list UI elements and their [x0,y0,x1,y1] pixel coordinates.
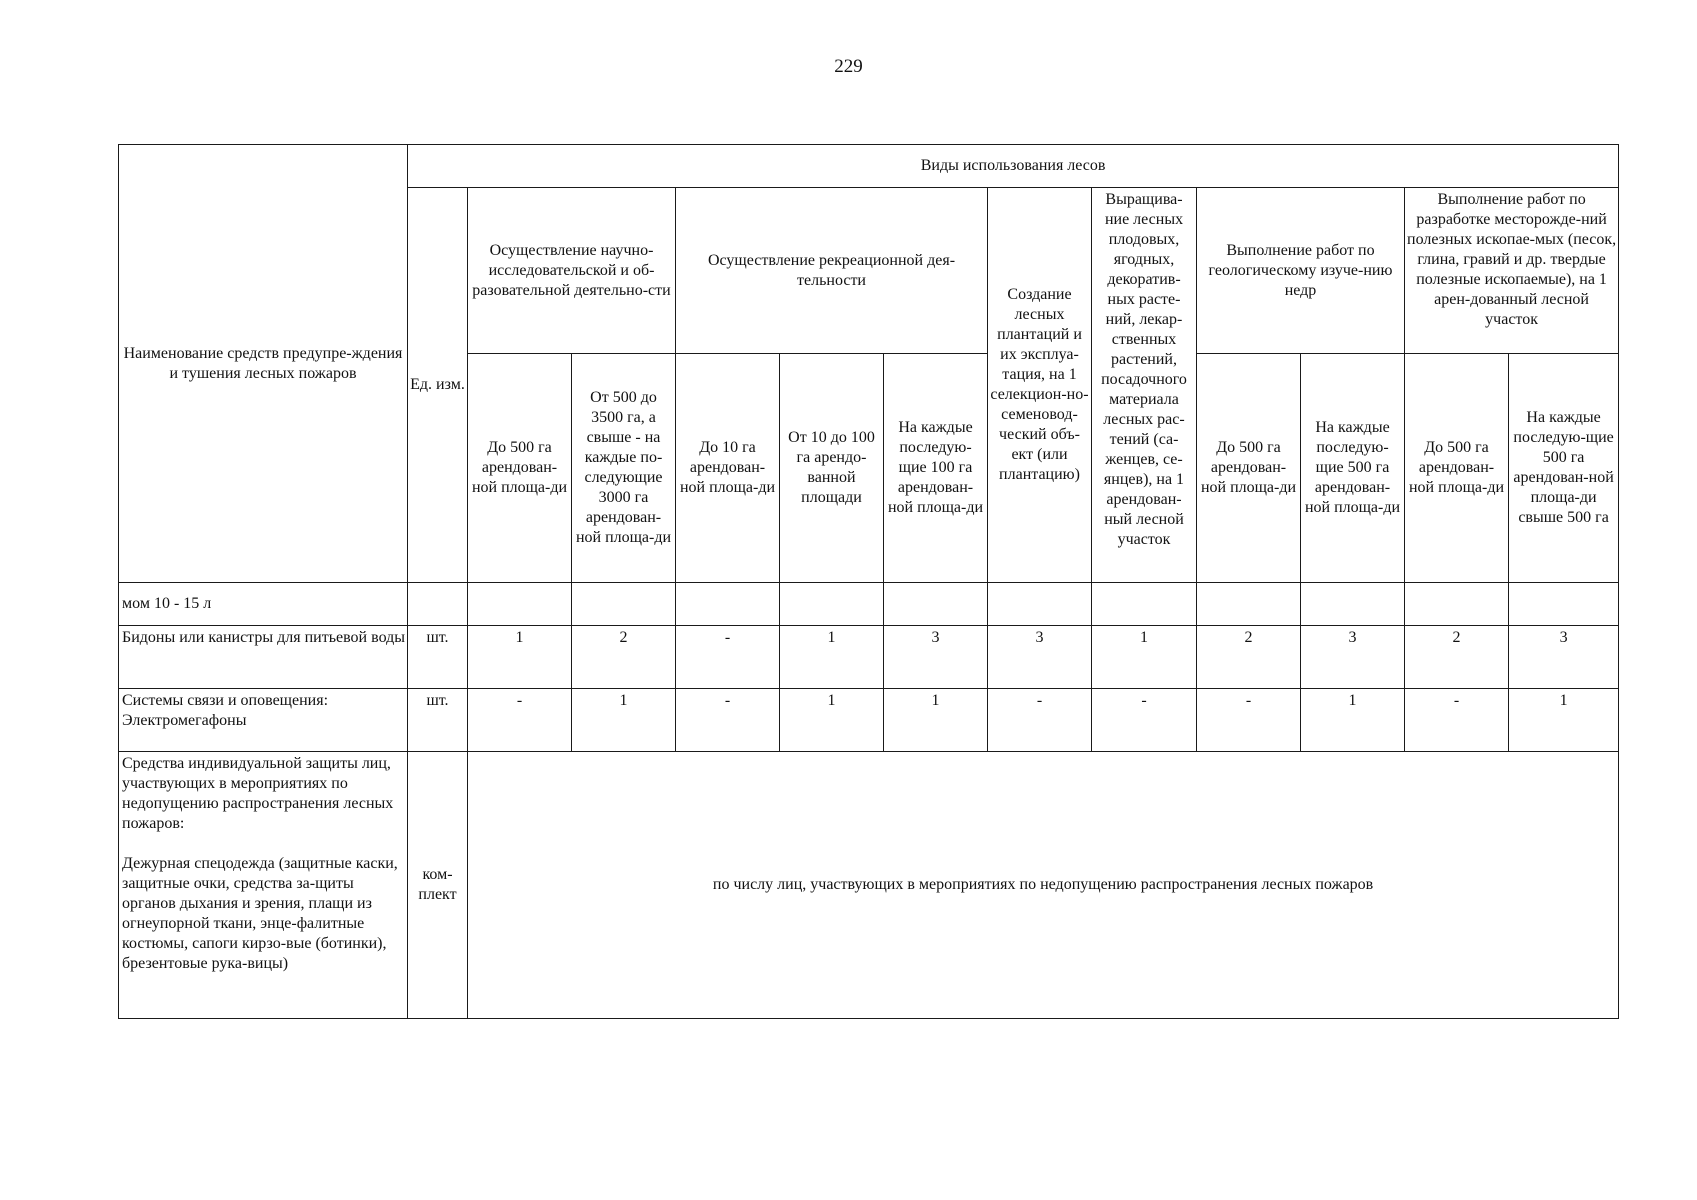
row-value-cell [780,583,884,626]
header-group-research [468,188,676,354]
sub-label: На каждые последую-щие 500 га арендован-ной площа-ди свыше 500 га [1513,409,1614,526]
row-value-cell: 1 [1301,689,1405,752]
row-value-cell: 3 [1509,626,1619,689]
row-value-cell: - [1197,689,1301,752]
table-row-ppe [119,752,1619,1019]
row-unit-cell: шт. [408,689,468,752]
row-value-cell: 2 [572,626,676,689]
row-value-cell: - [676,689,780,752]
header-sub-cell [468,354,572,583]
row-value-cell: 1 [1509,689,1619,752]
row-value-cell: 2 [1197,626,1301,689]
header-forest-use-label: Виды использования лесов [920,157,1106,174]
row-value-cell [1509,583,1619,626]
header-sub-cell [1405,354,1509,583]
header-unit-cell [408,188,468,583]
row-unit-cell: шт. [408,626,468,689]
row-value-cell: - [1092,689,1197,752]
sub-label: На каждые последую-щие 500 га арендован-ной площа-ди [1304,419,1401,516]
header-group-mining [1405,188,1619,354]
ppe-value-cell: по числу лиц, участвующих в мероприятиях по недопущению распространения лесных пожаров [468,752,1619,1019]
row-value-cell [884,583,988,626]
row-value-cell: - [468,689,572,752]
row-value-cell [988,583,1092,626]
header-row-1 [119,145,1619,188]
row-value-cell [1301,583,1405,626]
header-group-cultivation [1092,188,1197,583]
sub-label: До 500 га арендован-ной площа-ди [471,439,568,496]
table-row [119,689,1619,752]
group-label: Осуществление рекреационной дея-тельности [707,251,956,289]
header-sub-cell [572,354,676,583]
row-value-cell: 3 [988,626,1092,689]
sub-label: На каждые последую-щие 100 га арендован-ной площа-ди [887,419,984,516]
row-value-cell: - [988,689,1092,752]
header-sub-cell [1301,354,1405,583]
header-group-geology [1197,188,1405,354]
row-value-cell: 1 [1092,626,1197,689]
fire-equipment-table [118,144,1619,1019]
group-label: Осуществление научно-исследовательской и об-разовательной деятельно-сти [472,241,671,299]
ppe-unit-cell: ком-плект [408,752,468,1019]
sub-label: От 500 до 3500 га, а свыше - на каждые по-следующие 3000 га арендован-ной площа-ди [575,389,672,546]
row-value-cell [1197,583,1301,626]
ppe-name-part2: Дежурная спецодежда (защитные каски, защитные очки, средства за-щиты органов дыхания и зрения, плащи из огнеупорной ткани, энце-фалитные костюмы, сапоги кирзо-вые (ботинки), брезентовые рука-вицы) [122,855,398,972]
row-value-cell [1405,583,1509,626]
row-value-cell: - [676,626,780,689]
header-name-cell [119,145,408,583]
sub-label: До 500 га арендован-ной площа-ди [1200,439,1297,496]
header-sub-cell [884,354,988,583]
row-value-cell [572,583,676,626]
page-number: 229 [834,56,863,77]
table-row [119,626,1619,689]
ppe-name-part1: Средства индивидуальной защиты лиц, участвующих в мероприятиях по недопущению распространения лесных пожаров: [122,755,394,832]
header-sub-cell [1509,354,1619,583]
header-group-plantations [988,188,1092,583]
row-value-cell: 1 [780,626,884,689]
group-label: Выращива-ние лесных плодовых, ягодных, декоратив-ных расте-ний, лекар-ственных растений, посадочного материала лесных рас-тений (са-женцев, се-янцев), на 1 арендован-ный лесной участок [1101,191,1187,548]
row-value-cell: - [1405,689,1509,752]
row-value-cell: 3 [1301,626,1405,689]
header-forest-use-cell [408,145,1619,188]
group-label: Выполнение работ по геологическому изуче-нию недр [1208,241,1393,299]
row-name-cell: мом 10 - 15 л [119,583,408,626]
header-name-label: Наименование средств предупре-ждения и тушения лесных пожаров [123,344,403,382]
header-unit-label: Ед. изм. [410,376,465,393]
row-value-cell: 1 [468,626,572,689]
row-value-cell: 3 [884,626,988,689]
row-value-cell [676,583,780,626]
row-value-cell: 1 [780,689,884,752]
header-sub-cell [676,354,780,583]
row-unit-cell [408,583,468,626]
row-value-cell: 1 [572,689,676,752]
row-value-cell [468,583,572,626]
header-sub-cell [1197,354,1301,583]
row-value-cell: 1 [884,689,988,752]
row-name-cell: Бидоны или канистры для питьевой воды [119,626,408,689]
header-group-recreation [676,188,988,354]
row-value-cell [1092,583,1197,626]
group-label: Создание лесных плантаций и их эксплуа-тация, на 1 селекцион-но-семеновод-ческий объ-ект (или плантацию) [990,286,1089,483]
table-row [119,583,1619,626]
header-sub-cell [780,354,884,583]
group-label: Выполнение работ по разработке месторожде-ний полезных ископае-мых (песок, глина, гравий и др. твердые полезные ископаемые), на 1 арен-дованный лесной участок [1407,191,1617,328]
sub-label: До 10 га арендован-ной площа-ди [679,439,776,496]
ppe-name-cell [119,752,408,1019]
sub-label: До 500 га арендован-ной площа-ди [1408,439,1505,496]
sub-label: От 10 до 100 га арендо-ванной площади [788,429,875,506]
row-name-cell: Системы связи и оповещения: Электромегафоны [119,689,408,752]
row-value-cell: 2 [1405,626,1509,689]
